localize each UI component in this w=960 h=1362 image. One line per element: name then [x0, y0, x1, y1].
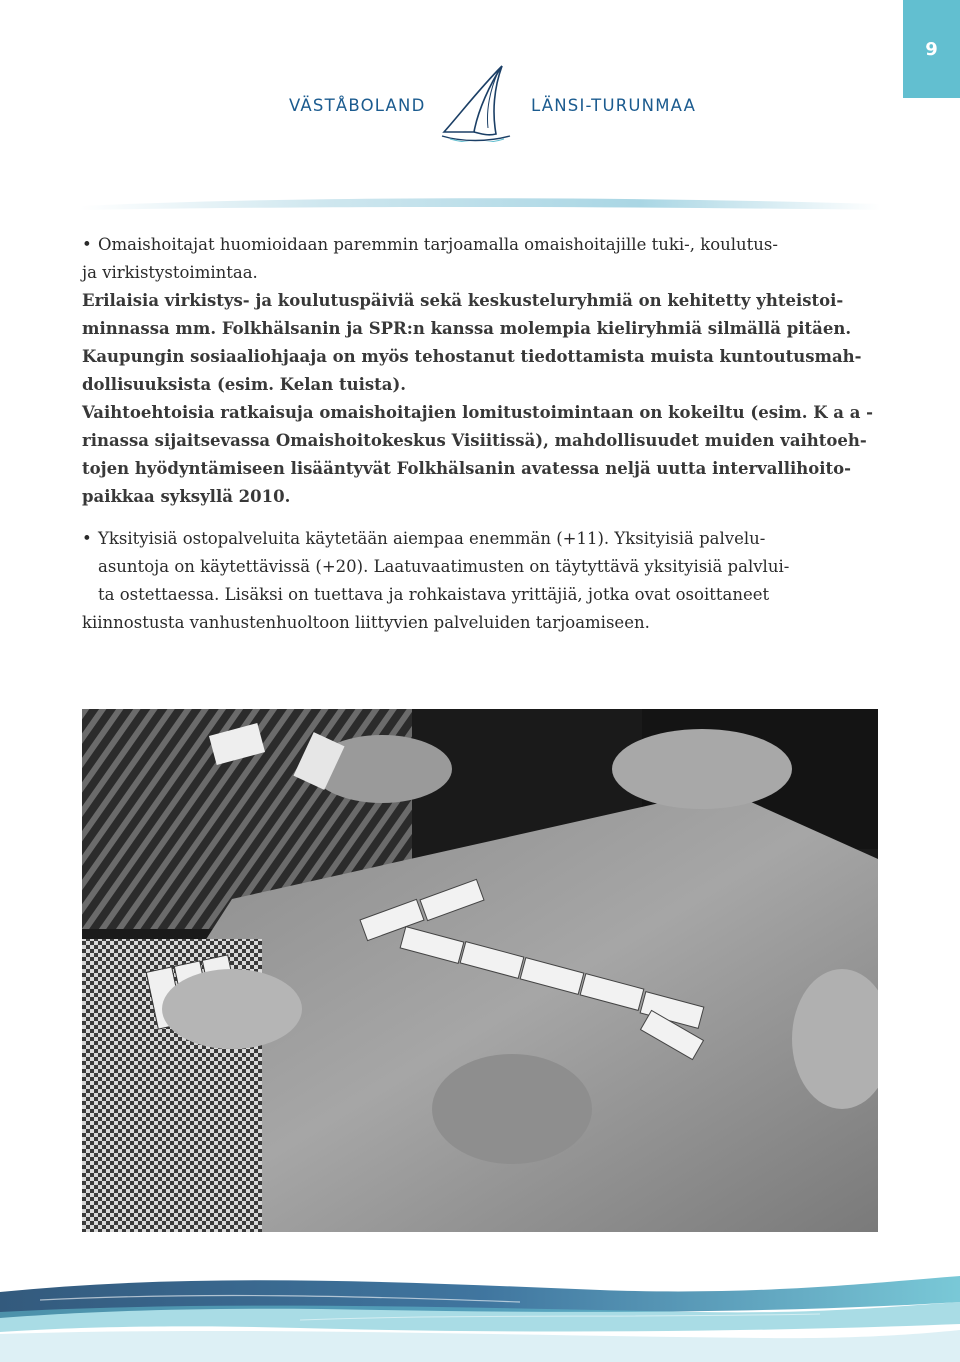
- text-line: Kaupungin sosiaaliohjaaja on myös tehostanut tiedottamista muista kuntoutusmah-: [82, 347, 862, 366]
- page-number: 9: [925, 38, 938, 60]
- section-yksityiset-palvelut: [82, 525, 878, 637]
- brand-vastaboland: VÄSTÅBOLAND: [289, 96, 426, 115]
- bullet-icon: •: [82, 529, 92, 548]
- text-line: Vaihtoehtoisia ratkaisuja omaishoitajien lomitustoimintaan on kokeiltu (esim. K a a -: [82, 403, 874, 422]
- text-line: dollisuuksista (esim. Kelan tuista).: [82, 375, 406, 394]
- text-line: ja virkistystoimintaa.: [82, 263, 258, 282]
- text-line: minnassa mm. Folkhälsanin ja SPR:n kanssa molempia kieliryhmiä silmällä pitäen.: [82, 319, 852, 338]
- bullet-line: [82, 525, 878, 553]
- text-line: ta ostettaessa. Lisäksi on tuettava ja rohkaistava yrittäjiä, jotka ovat osoittaneet: [98, 585, 770, 604]
- text-line: rinassa sijaitsevassa Omaishoitokeskus Visiitissä), mahdollisuudet muiden vaihtoeh-: [82, 431, 867, 450]
- text-line: tojen hyödyntämiseen lisääntyvät Folkhälsanin avatessa neljä uutta intervallihoito-: [82, 459, 851, 478]
- text-line: paikkaa syksyllä 2010.: [82, 487, 291, 506]
- sailboat-logo-icon: [438, 62, 514, 142]
- bold-paragraph: [82, 287, 878, 511]
- bottom-wave-decoration: [0, 1262, 960, 1362]
- bullet-text: Yksityisiä ostopalveluita käytetään aiempaa enemmän (+11). Yksityisiä palvelu-: [98, 529, 766, 548]
- section-omaishoitajat: [82, 231, 878, 511]
- header: [0, 60, 960, 150]
- text-line: Erilaisia virkistys- ja koulutuspäiviä sekä keskusteluryhmiä on kehitetty yhteistoi-: [82, 291, 844, 310]
- dominoes-photo: [82, 709, 878, 1232]
- top-wave-divider: [0, 190, 960, 216]
- dominoes-photo-illustration: [82, 709, 878, 1232]
- bullet-text: Omaishoitajat huomioidaan paremmin tarjoamalla omaishoitajille tuki-, koulutus-: [98, 235, 778, 254]
- bullet-icon: •: [82, 235, 92, 254]
- text-line: asuntoja on käytettävissä (+20). Laatuvaatimusten on täytyttävä yksityisiä palvlui-: [98, 557, 790, 576]
- bullet-line: [82, 231, 878, 259]
- brand-lansi-turunmaa: LÄNSI-TURUNMAA: [531, 96, 697, 115]
- body-text: [82, 231, 878, 637]
- text-line: kiinnostusta vanhustenhuoltoon liittyvien palveluiden tarjoamiseen.: [82, 613, 650, 632]
